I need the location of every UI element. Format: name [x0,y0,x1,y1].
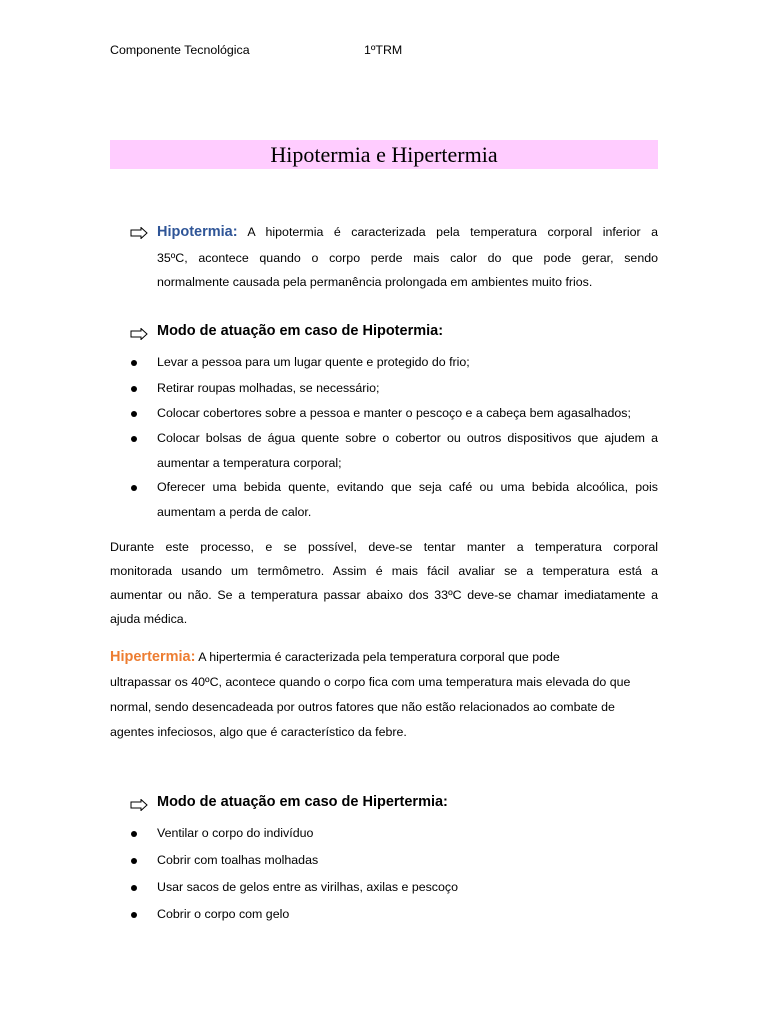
list-item: Usar sacos de gelos entre as virilhas, axilas e pescoço [157,880,458,894]
list-item-continuation: aumentam a perda de calor. [157,505,312,519]
title-banner [110,140,658,169]
hipertermia-line-4: agentes infeciosos, algo que é característico da febre. [110,725,407,739]
bullet-icon [131,360,137,366]
header-subject: Componente Tecnológica [110,43,250,57]
arrow-bullet-icon [130,799,148,811]
hipotermia-line-1 [157,224,658,240]
hipotermia-label: Hipotermia: [157,224,238,240]
arrow-bullet-icon [130,328,148,340]
hipertermia-line-1 [110,649,560,665]
durante-line-2: monitorada usando um termômetro. Assim é mais fácil avaliar se a temperatura está a [110,564,658,578]
list-item-continuation: aumentar a temperatura corporal; [157,456,342,470]
list-item: Retirar roupas molhadas, se necessário; [157,381,380,395]
arrow-bullet-icon [130,227,148,239]
list-item: Oferecer uma bebida quente, evitando que seja café ou uma bebida alcoólica, pois [157,480,658,494]
hipertermia-label: Hipertermia: [110,649,196,665]
list-item: Cobrir o corpo com gelo [157,907,290,921]
hipotermia-text: A hipotermia é caracterizada pela temperatura corporal inferior a [247,225,658,239]
hipotermia-actions-heading: Modo de atuação em caso de Hipotermia: [157,323,444,339]
durante-line-3: aumentar ou não. Se a temperatura passar abaixo dos 33ºC deve-se chamar imediatamente a [110,588,658,602]
bullet-icon [131,411,137,417]
header-class: 1ºTRM [364,43,403,57]
hipotermia-line-2: 35ºC, acontece quando o corpo perde mais calor do que pode gerar, sendo [157,251,658,265]
list-item: Ventilar o corpo do indivíduo [157,826,314,840]
list-item: Colocar cobertores sobre a pessoa e manter o pescoço e a cabeça bem agasalhados; [157,406,631,420]
hipertermia-line-2: ultrapassar os 40ºC, acontece quando o corpo fica com uma temperatura mais elevada do que [110,675,631,689]
bullet-icon [131,885,137,891]
durante-line-4: ajuda médica. [110,612,188,626]
bullet-icon [131,858,137,864]
bullet-icon [131,386,137,392]
list-item: Levar a pessoa para um lugar quente e protegido do frio; [157,355,470,369]
bullet-icon [131,436,137,442]
bullet-icon [131,912,137,918]
bullet-icon [131,485,137,491]
hipertermia-text: A hipertermia é caracterizada pela temperatura corporal que pode [198,650,560,664]
list-item: Colocar bolsas de água quente sobre o cobertor ou outros dispositivos que ajudem a [157,431,658,445]
page-title: Hipotermia e Hipertermia [270,142,498,167]
durante-line-1: Durante este processo, e se possível, deve-se tentar manter a temperatura corporal [110,540,658,554]
hipertermia-line-3: normal, sendo desencadeada por outros fatores que não estão relacionados ao combate de [110,700,615,714]
list-item: Cobrir com toalhas molhadas [157,853,319,867]
hipertermia-actions-heading: Modo de atuação em caso de Hipertermia: [157,794,448,810]
hipotermia-line-3: normalmente causada pela permanência prolongada em ambientes muito frios. [157,275,593,289]
bullet-icon [131,831,137,837]
